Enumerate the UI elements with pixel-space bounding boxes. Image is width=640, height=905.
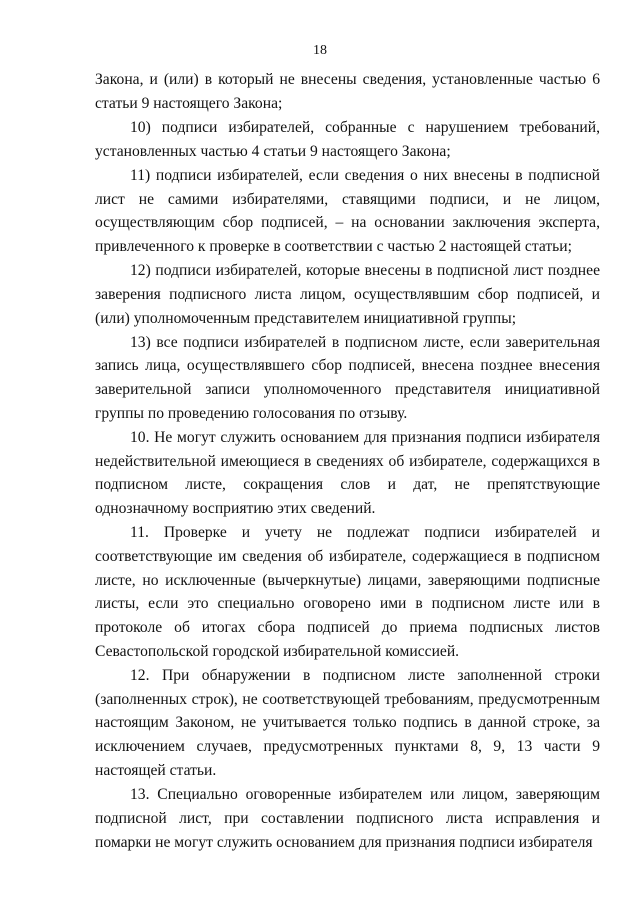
- page-number: 18: [313, 43, 327, 58]
- paragraph-section-13: 13. Специально оговоренные избирателем или лицом, заверяющим подписной лист, при составлении подписного листа исправления и помарки не могут служить основанием для признания подписи избирателя: [95, 786, 600, 851]
- paragraph-section-11: 11. Проверке и учету не подлежат подписи избирателей и соответствующие им сведения об избирателе, содержащиеся в подписном листе, но исключенные (вычеркнутые) лицами, заверяющими подписные листы, если это специально оговорено ими в подписном листе или в протоколе об итогах сбора подписей до приема подписных листов Севастопольской городской избирательной комиссией.: [95, 524, 600, 660]
- paragraph-section-12: 12. При обнаружении в подписном листе заполненной строки (заполненных строк), не соответствующей требованиям, предусмотренным настоящим Законом, не учитывается только подпись в данной строке, за исключением случаев, предусмотренных пунктами 8, 9, 13 части 9 настоящей статьи.: [95, 667, 600, 779]
- paragraph-continuation: Закона, и (или) в который не внесены сведения, установленные частью 6 статьи 9 настоящего Закона;: [95, 71, 600, 112]
- document-body: [95, 68, 600, 854]
- paragraph-item-13: 13) все подписи избирателей в подписном листе, если заверительная запись лица, осуществлявшего сбор подписей, внесена позднее внесения заверительной записи уполномоченного представителя инициативной группы по проведению голосования по отзыву.: [95, 333, 600, 422]
- paragraph-item-10: 10) подписи избирателей, собранные с нарушением требований, установленных частью 4 статьи 9 настоящего Закона;: [95, 118, 600, 160]
- paragraph-item-11: 11) подписи избирателей, если сведения о них внесены в подписной лист не самими избирателями, ставящими подписи, и не лицом, осуществляющим сбор подписей, – на основании заключения эксперта, привлеченного к проверке в соответствии с частью 2 настоящей статьи;: [95, 166, 600, 255]
- paragraph-item-12: 12) подписи избирателей, которые внесены в подписной лист позднее заверения подписного листа лицом, осуществлявшим сбор подписей, и (или) уполномоченным представителем инициативной группы;: [95, 262, 600, 327]
- paragraph-section-10: 10. Не могут служить основанием для признания подписи избирателя недействительной имеющиеся в сведениях об избирателе, содержащихся в подписном листе, сокращения слов и дат, не препятствующие однозначному восприятию этих сведений.: [95, 429, 600, 518]
